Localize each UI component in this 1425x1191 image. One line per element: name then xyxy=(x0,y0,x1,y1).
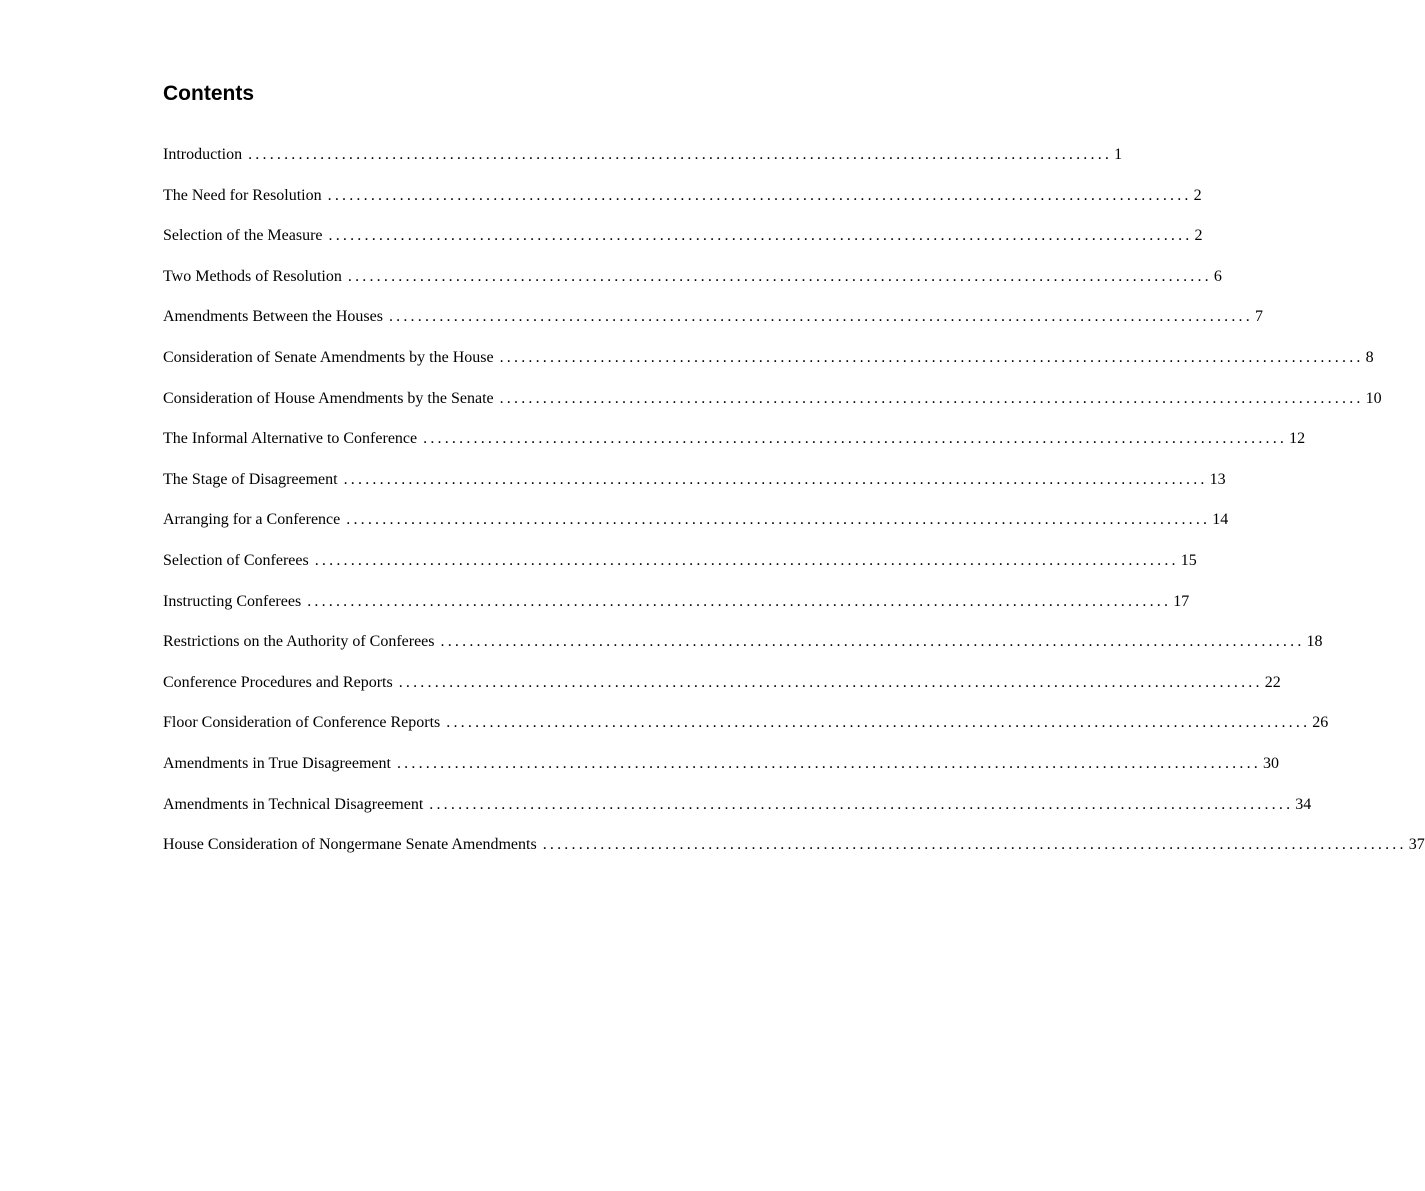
toc-entry-title: Consideration of Senate Amendments by the House xyxy=(163,348,494,366)
toc-entry-page: 2 xyxy=(1194,227,1203,245)
toc-entry-title: The Need for Resolution xyxy=(163,186,322,204)
toc-entry[interactable] xyxy=(163,673,1281,715)
toc-entry-page: 8 xyxy=(1365,348,1374,366)
toc-entry-page: 6 xyxy=(1213,267,1222,285)
toc-dot-leader: ........................................................................................................................ xyxy=(499,389,1364,407)
toc-entry[interactable] xyxy=(163,592,1190,634)
toc-entry[interactable] xyxy=(163,795,1312,837)
toc-entry-title: The Informal Alternative to Conference xyxy=(163,430,418,448)
toc-entry-title: The Stage of Disagreement xyxy=(163,470,338,488)
toc-entry[interactable] xyxy=(163,146,1123,187)
toc-dot-leader: ........................................................................................................................ xyxy=(307,592,1172,610)
toc-entry-page: 37 xyxy=(1408,836,1425,854)
toc-entry-page: 12 xyxy=(1289,430,1306,448)
toc-entry[interactable] xyxy=(163,754,1279,796)
toc-entry[interactable] xyxy=(163,633,1323,674)
toc-entry-page: 13 xyxy=(1209,470,1226,488)
toc-entry[interactable] xyxy=(163,430,1306,471)
toc-entry-page: 17 xyxy=(1173,592,1190,610)
toc-entry[interactable] xyxy=(163,389,1382,431)
toc-entry-title: Selection of Conferees xyxy=(163,551,309,569)
toc-entry[interactable] xyxy=(163,348,1374,390)
toc-dot-leader: ........................................................................................................................ xyxy=(542,836,1407,854)
toc-dot-leader: ........................................................................................................................ xyxy=(446,714,1311,732)
toc-entry-page: 7 xyxy=(1254,308,1263,326)
toc-entry-page: 30 xyxy=(1262,754,1279,772)
toc-entry-title: Introduction xyxy=(163,146,243,163)
toc-entry-title: Arranging for a Conference xyxy=(163,511,341,529)
table-of-contents xyxy=(163,146,1425,877)
toc-entry-title: Conference Procedures and Reports xyxy=(163,673,393,691)
toc-entry-page: 34 xyxy=(1295,795,1312,813)
toc-entry-page: 14 xyxy=(1212,511,1229,529)
toc-entry-title: Amendments in True Disagreement xyxy=(163,754,391,772)
toc-dot-leader: ........................................................................................................................ xyxy=(396,754,1261,772)
toc-dot-leader: ........................................................................................................................ xyxy=(499,348,1364,366)
toc-dot-leader: ........................................................................................................................ xyxy=(346,511,1211,529)
toc-entry-page: 2 xyxy=(1193,186,1202,204)
toc-dot-leader: ........................................................................................................................ xyxy=(314,551,1179,569)
toc-entry-title: House Consideration of Nongermane Senate Amendments xyxy=(163,836,537,854)
contents-heading: Contents xyxy=(163,82,254,105)
toc-dot-leader: ........................................................................................................................ xyxy=(327,186,1192,204)
toc-entry[interactable] xyxy=(163,308,1263,349)
toc-dot-leader: ........................................................................................................................ xyxy=(343,470,1208,488)
toc-entry[interactable] xyxy=(163,836,1425,877)
toc-entry[interactable] xyxy=(163,511,1229,552)
toc-dot-leader: ........................................................................................................................ xyxy=(388,308,1253,326)
toc-entry-page: 1 xyxy=(1114,146,1123,163)
toc-entry-title: Amendments Between the Houses xyxy=(163,308,383,326)
toc-entry[interactable] xyxy=(163,714,1329,755)
toc-dot-leader: ........................................................................................................................ xyxy=(429,795,1294,813)
toc-entry-page: 15 xyxy=(1180,551,1197,569)
toc-entry[interactable] xyxy=(163,186,1202,228)
toc-entry-title: Selection of the Measure xyxy=(163,227,323,245)
toc-entry[interactable] xyxy=(163,267,1222,309)
toc-entry-title: Instructing Conferees xyxy=(163,592,302,610)
toc-entry-title: Restrictions on the Authority of Conferees xyxy=(163,633,435,651)
toc-entry[interactable] xyxy=(163,470,1226,512)
toc-entry-title: Two Methods of Resolution xyxy=(163,267,342,285)
toc-dot-leader: ........................................................................................................................ xyxy=(347,267,1212,285)
toc-entry-page: 22 xyxy=(1264,673,1281,691)
toc-entry-title: Consideration of House Amendments by the Senate xyxy=(163,389,494,407)
toc-entry[interactable] xyxy=(163,551,1197,593)
toc-entry-page: 26 xyxy=(1312,714,1329,732)
toc-entry-page: 18 xyxy=(1306,633,1323,651)
toc-dot-leader: ........................................................................................................................ xyxy=(398,673,1263,691)
toc-dot-leader: ........................................................................................................................ xyxy=(440,633,1305,651)
toc-entry[interactable] xyxy=(163,227,1203,268)
toc-entry-title: Floor Consideration of Conference Reports xyxy=(163,714,441,732)
toc-dot-leader: ........................................................................................................................ xyxy=(248,146,1113,163)
toc-entry-page: 10 xyxy=(1365,389,1382,407)
toc-dot-leader: ........................................................................................................................ xyxy=(423,430,1288,448)
toc-dot-leader: ........................................................................................................................ xyxy=(328,227,1193,245)
toc-entry-title: Amendments in Technical Disagreement xyxy=(163,795,424,813)
